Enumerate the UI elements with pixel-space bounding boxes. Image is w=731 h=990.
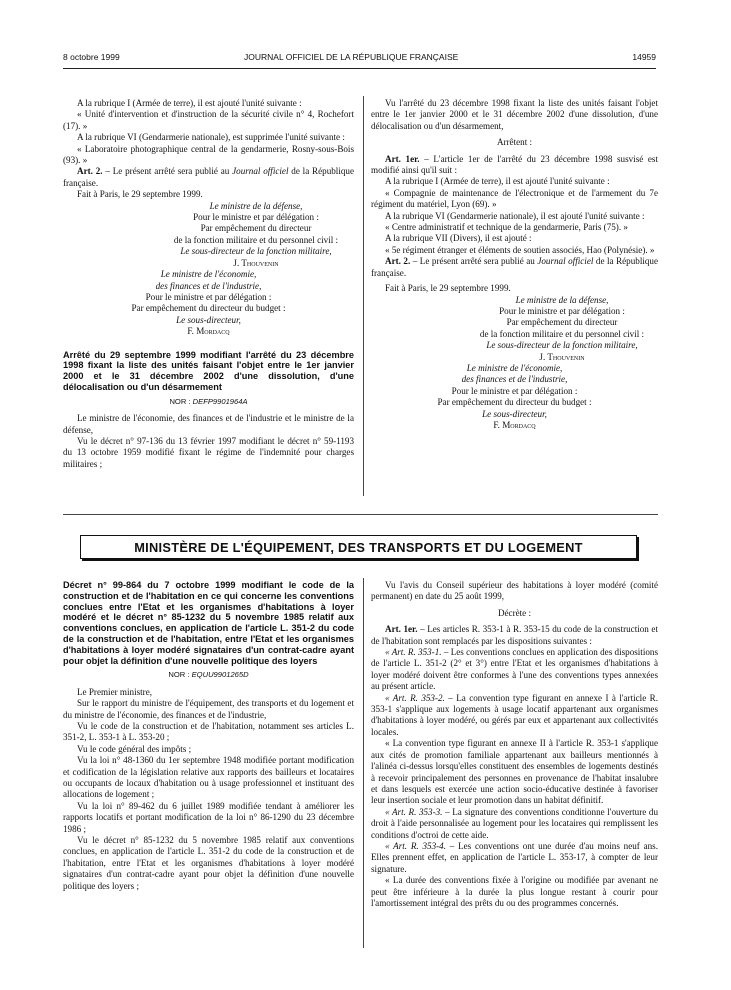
running-header bbox=[63, 52, 656, 66]
signatory-name: F. Mordacq bbox=[187, 326, 230, 337]
signature-line: Le ministre de la défense, bbox=[515, 294, 609, 305]
article-r353-3: « Art. R. 353-3. – La signature des conventions conditionne l'ouverture du droit à l'aide personnalisée au logement pour les locataires qui remplissent les conditions d'octroi de cette aide. bbox=[371, 806, 659, 840]
signature-line: des finances et de l'industrie, bbox=[461, 374, 568, 385]
signature-line: des finances et de l'industrie, bbox=[155, 280, 262, 291]
paragraph: « Laboratoire photographique central de la gendarmerie, Rosny-sous-Bois (93). » bbox=[63, 143, 354, 166]
nor-reference: NOR : DEFP9901964A bbox=[169, 396, 248, 406]
nor-reference: NOR : EQUU9901265D bbox=[168, 670, 249, 680]
header-journal-title: JOURNAL OFFICIEL DE LA RÉPUBLIQUE FRANÇAISE bbox=[244, 52, 459, 62]
upper-right-column bbox=[371, 98, 658, 431]
lower-right-column bbox=[371, 580, 658, 909]
signatory-name: J. Thouvenin bbox=[539, 351, 585, 362]
signature-line: Le ministre de la défense, bbox=[209, 200, 303, 211]
article-2: Art. 2. – Le présent arrêté sera publié au Journal officiel de la République française. bbox=[63, 166, 354, 188]
signature-line: Le sous-directeur de la fonction militaire, bbox=[180, 246, 332, 257]
signatory-name: F. Mordacq bbox=[493, 419, 536, 430]
paragraph: « La durée des conventions fixée à l'origine ou modifiée par avenant ne peut être inférieure à la durée la plus longue restant à courir pour l'amortissement intégral des prêts du ou des programmes concernés. bbox=[371, 875, 658, 908]
upper-left-column bbox=[63, 98, 354, 470]
arrete-title: Arrêté du 29 septembre 1999 modifiant l'arrêté du 23 décembre 1998 fixant la liste des unités faisant l'objet entre le 1er janvier 2000 et le 31 décembre 2002 d'une dissolution, d'une délocalisation ou d'un désarmement bbox=[63, 349, 354, 392]
paragraph: Vu le décret n° 85-1232 du 5 novembre 1985 relatif aux conventions conclues, en application de l'article L. 351-2 du code de la construction et de l'habitation, entre l'Etat et les organismes d'habitations à loyer modéré signataires d'un contrat-cadre ayant pour objet la définition d'une nouvelle politique des loyers ; bbox=[63, 835, 354, 891]
article-r353-1: « Art. R. 353-1. – Les conventions conclues en application des dispositions de l'article L. 351-2 (2° et 3°) entre l'Etat et les organismes d'habitations à loyer modéré doivent être conformes à l'une des conventions types annexées au présent article. bbox=[371, 647, 658, 692]
signature-line: Le ministre de l'économie, bbox=[466, 362, 563, 373]
signature-line: Pour le ministre et par délégation : bbox=[451, 385, 578, 396]
paragraph: Vu l'avis du Conseil supérieur des habitations à loyer modéré (comité permanent) en date du 25 août 1999, bbox=[371, 580, 658, 602]
paragraph: Sur le rapport du ministre de l'équipement, des transports et du logement et du ministre de l'économie, des finances et de l'industrie, bbox=[63, 698, 354, 720]
decrete: Décrète : bbox=[497, 607, 532, 618]
signature-line: Par empêchement du directeur bbox=[200, 223, 312, 234]
signature-line: Le ministre de l'économie, bbox=[160, 269, 257, 280]
paragraph: Le Premier ministre, bbox=[77, 686, 153, 697]
paragraph: A la rubrique I (Armée de terre), il est ajouté l'unité suivante : bbox=[77, 98, 302, 108]
header-rule bbox=[63, 68, 656, 69]
paragraph: « Centre administratif et technique de la gendarmerie, Paris (75). » bbox=[385, 222, 628, 233]
column-divider bbox=[363, 96, 364, 496]
signature-line: Le sous-directeur, bbox=[176, 314, 241, 325]
header-page-number: 14959 bbox=[632, 52, 656, 62]
signature-line: Le sous-directeur, bbox=[482, 408, 547, 419]
signature-line: Par empêchement du directeur du budget : bbox=[131, 303, 286, 314]
signature-line: Pour le ministre et par délégation : bbox=[499, 305, 625, 316]
article-1: Art. 1er. – Les articles R. 353-1 à R. 353-15 du code de la construction et de l'habitation sont remplacés par les dispositions suivantes : bbox=[371, 624, 658, 646]
signature-line: de la fonction militaire et du personnel civil : bbox=[479, 328, 645, 339]
paragraph: A la rubrique VI (Gendarmerie nationale), il est ajouté l'unité suivante : bbox=[385, 210, 645, 221]
signature-line: Le sous-directeur de la fonction militaire, bbox=[486, 340, 638, 351]
paragraph: A la rubrique VII (Divers), il est ajouté : bbox=[385, 233, 532, 244]
paragraph: « Unité d'intervention et d'instruction de la sécurité civile n° 4, Rochefort (17). » bbox=[63, 109, 354, 131]
paragraph: Le ministre de l'économie, des finances et de l'industrie et le ministre de la défense, bbox=[63, 413, 354, 435]
paragraph: Vu le décret n° 97-136 du 13 février 1997 modifiant le décret n° 59-1193 du 13 octobre 1959 modifié fixant le régime de l'indemnité pour charges militaires ; bbox=[63, 435, 354, 469]
signature-line: Pour le ministre et par délégation : bbox=[145, 291, 272, 302]
paragraph: « Compagnie de maintenance de l'électronique et de l'armement du 7e régiment du matériel, Lyon (69). » bbox=[371, 187, 658, 210]
paragraph: Vu l'arrêté du 23 décembre 1998 fixant la liste des unités faisant l'objet entre le 1er janvier 2000 et le 31 décembre 2002 d'une dissolution, d'une délocalisation ou d'un désarmement, bbox=[371, 98, 658, 131]
signature-line: Par empêchement du directeur du budget : bbox=[437, 397, 592, 408]
article-1: Art. 1er. – L'article 1er de l'arrêté du 23 décembre 1998 susvisé est modifié ainsi qu'il suit : bbox=[371, 153, 658, 176]
paragraph: A la rubrique I (Armée de terre), il est ajouté l'unité suivante : bbox=[385, 176, 610, 187]
ministry-heading: MINISTÈRE DE L'ÉQUIPEMENT, DES TRANSPORTS ET DU LOGEMENT bbox=[80, 535, 637, 559]
paragraph: « 5e régiment étranger et éléments de soutien associés, Hao (Polynésie). » bbox=[385, 244, 655, 255]
paragraph: « La convention type figurant en annexe II à l'article R. 353-1 s'applique aux cités de promotion familiale appartenant aux bailleurs mentionnés à l'alinéa ci-dessus lorsqu'elles constituent des ensembles de logements destinés à recevoir principalement des personnes en provenance de l'habitat insalubre et dans lesquels est exercée une action socio-éducative destinée à favoriser leur insertion sociale et leur promotion dans un habitat définitif. bbox=[371, 738, 658, 806]
paragraph: Vu le code général des impôts ; bbox=[77, 743, 192, 754]
fait-a-paris: Fait à Paris, le 29 septembre 1999. bbox=[385, 283, 511, 294]
article-r353-2: « Art. R. 353-2. – La convention type figurant en annexe I à l'article R. 353-1 s'applique aux logements à usage locatif appartenant aux organismes d'habitations à loyer modéré, ou gérés par eux et appartenant aux collectivités locales. bbox=[371, 692, 658, 737]
paragraph: A la rubrique VI (Gendarmerie nationale), est supprimée l'unité suivante : bbox=[77, 132, 345, 143]
paragraph: Vu la loi n° 89-462 du 6 juillet 1989 modifiée tendant à améliorer les rapports locatifs et portant modification de la loi n° 86-1290 du 23 décembre 1986 ; bbox=[63, 800, 354, 834]
arretent: Arrêtent : bbox=[496, 137, 533, 148]
article-2: Art. 2. – Le présent arrêté sera publié au Journal officiel de la République française. bbox=[371, 256, 658, 278]
paragraph: Vu le code de la construction et de l'habitation, notamment ses articles L. 351-2, L. 353-1 à L. 353-20 ; bbox=[63, 721, 354, 743]
section-rule bbox=[63, 514, 658, 515]
signature-line: Par empêchement du directeur bbox=[506, 317, 618, 328]
decret-title: Décret n° 99-864 du 7 octobre 1999 modifiant le code de la construction et de l'habitation en ce qui concerne les conventions conclues entre l'Etat et les organismes d'habitations à loyer modéré et le décret n° 85-1232 du 5 novembre 1985 relatif aux conventions conclues, en application de l'article L. 351-2 du code de la construction et de l'habitation, entre l'Etat et les organismes d'habitations à loyer modéré signataires d'un contrat-cadre ayant pour objet la définition d'une nouvelle politique des loyers bbox=[63, 580, 354, 666]
signature-line: de la fonction militaire et du personnel civil : bbox=[173, 234, 339, 245]
paragraph: Vu la loi n° 48-1360 du 1er septembre 1948 modifiée portant modification et codification de la législation relative aux rapports des bailleurs et locataires ou occupants de locaux d'habitation ou à usage professionnel et instituant des allocations de logement ; bbox=[63, 755, 354, 800]
lower-left-column bbox=[63, 580, 354, 892]
column-divider bbox=[363, 578, 364, 948]
signatory-name: J. Thouvenin bbox=[233, 257, 279, 268]
article-r353-4: « Art. R. 353-4. – Les conventions ont une durée d'au moins neuf ans. Elles prennent effet, en application de l'article L. 353-17, à compter de leur signature. bbox=[371, 840, 658, 874]
fait-a-paris: Fait à Paris, le 29 septembre 1999. bbox=[77, 189, 203, 200]
header-date: 8 octobre 1999 bbox=[63, 52, 120, 62]
signature-line: Pour le ministre et par délégation : bbox=[193, 212, 319, 223]
